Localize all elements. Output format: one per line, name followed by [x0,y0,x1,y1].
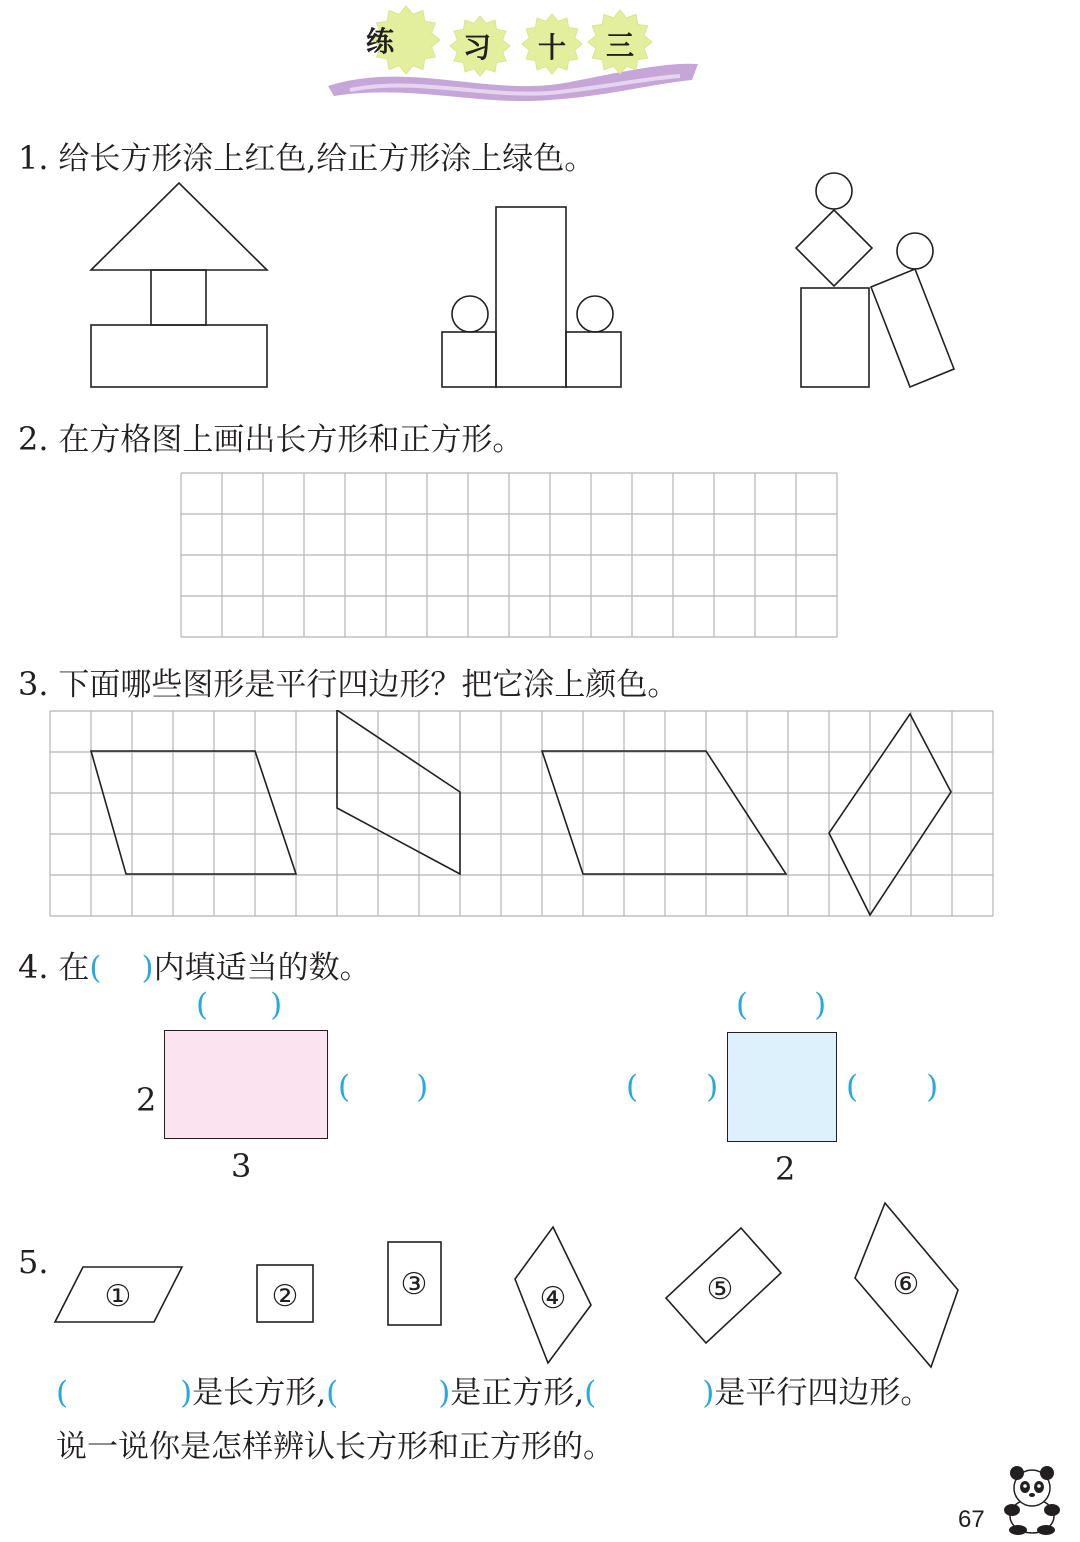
q4-text-after: 内填适当的数。 [153,950,371,986]
paren-close: ) [706,1069,719,1105]
q5-blank2-close[interactable]: ) [438,1375,451,1411]
tower-right-circle [577,296,613,332]
title-char-1: 练 [366,25,395,58]
q4-rect-top-blank[interactable] [196,987,283,1023]
stack-top-circle [816,173,852,209]
paren-close: ) [270,987,283,1023]
q5-blank1-close[interactable]: ) [180,1375,193,1411]
tower-left-square [442,332,496,387]
q4-square-bottom-label: 2 [775,1150,796,1188]
q3-shape-2[interactable] [337,710,460,874]
paren-close: ) [814,987,827,1023]
paren-open: ( [338,1069,351,1105]
q1-figures [0,165,1080,400]
title-char-3: 十 [538,31,567,64]
house-square [151,270,206,325]
q1-number: 1. [18,139,49,177]
q3-prompt [18,665,679,703]
title-char-2: 习 [463,31,492,64]
q3-text: 下面哪些图形是平行四边形？把它涂上颜色。 [58,667,679,703]
q3-number: 3. [18,665,49,703]
q5-blank1-label: 是长方形, [192,1375,327,1411]
stack-rectangle [801,288,869,387]
tower-left-circle [452,296,488,332]
stack-tilted-rectangle [871,269,954,387]
q5-blank3-close[interactable]: ) [702,1375,715,1411]
page-number: 67 [958,1506,985,1533]
q3-shape-1[interactable] [91,751,296,874]
q3-shape-grid [48,710,996,918]
title-char-4: 三 [606,29,635,62]
tower-right-square [566,332,621,387]
paren-open: ( [846,1069,859,1105]
q5-number: 5. [18,1243,49,1281]
q3-shape-3[interactable] [542,751,786,874]
q4-square [727,1032,837,1142]
q4-prompt [18,948,371,986]
paren-open: ( [196,987,209,1023]
q5-label-3: ③ [400,1267,428,1302]
q1-text: 给长方形涂上红色,给正方形涂上绿色。 [58,141,596,177]
stack-side-circle [897,233,933,269]
q4-number: 4. [18,948,49,986]
q4-rectangle [164,1030,328,1139]
tower-tall-rectangle [496,207,566,387]
q5-label-1: ① [104,1279,132,1314]
paren-close: ) [926,1069,939,1105]
title-banner [320,0,710,110]
q4-paren-open: ( [89,950,102,986]
q5-blank2-open[interactable]: ( [326,1375,339,1411]
q5-blank3-label: 是平行四边形。 [714,1375,932,1411]
q5-shapes [0,1195,1080,1375]
q5-label-2: ② [271,1279,299,1314]
house-base-rectangle [91,325,267,387]
q5-blank1-open[interactable]: ( [56,1375,69,1411]
q4-rect-right-blank[interactable] [338,1069,429,1105]
q5-discussion-prompt: 说一说你是怎样辨认长方形和正方形的。 [56,1429,614,1465]
q2-text: 在方格图上画出长方形和正方形。 [58,422,524,458]
q4-square-left-blank[interactable] [626,1069,719,1105]
q2-number: 2. [18,420,49,458]
q5-blank3-open[interactable]: ( [584,1375,597,1411]
q4-square-top-blank[interactable] [736,987,827,1023]
q2-prompt [18,420,524,458]
q4-text-before: 在 [58,950,90,986]
paren-open: ( [626,1069,639,1105]
q5-answer-line [56,1375,932,1411]
q3-shape-4[interactable] [829,714,951,915]
q5-label-5: ⑤ [706,1272,734,1307]
q5-label-4: ④ [539,1281,567,1316]
paren-close: ) [416,1069,429,1105]
q2-drawing-grid[interactable] [180,472,840,640]
q4-paren-close: ) [141,950,154,986]
stack-diamond-square [796,210,872,286]
q4-square-right-blank[interactable] [846,1069,939,1105]
panda-icon [998,1462,1064,1536]
house-roof-triangle [91,183,267,270]
paren-open: ( [736,987,749,1023]
q4-rect-left-label: 2 [136,1081,157,1119]
q5-blank2-label: 是正方形, [450,1375,585,1411]
q4-rect-bottom-label: 3 [231,1147,252,1185]
q5-label-6: ⑥ [892,1267,920,1302]
